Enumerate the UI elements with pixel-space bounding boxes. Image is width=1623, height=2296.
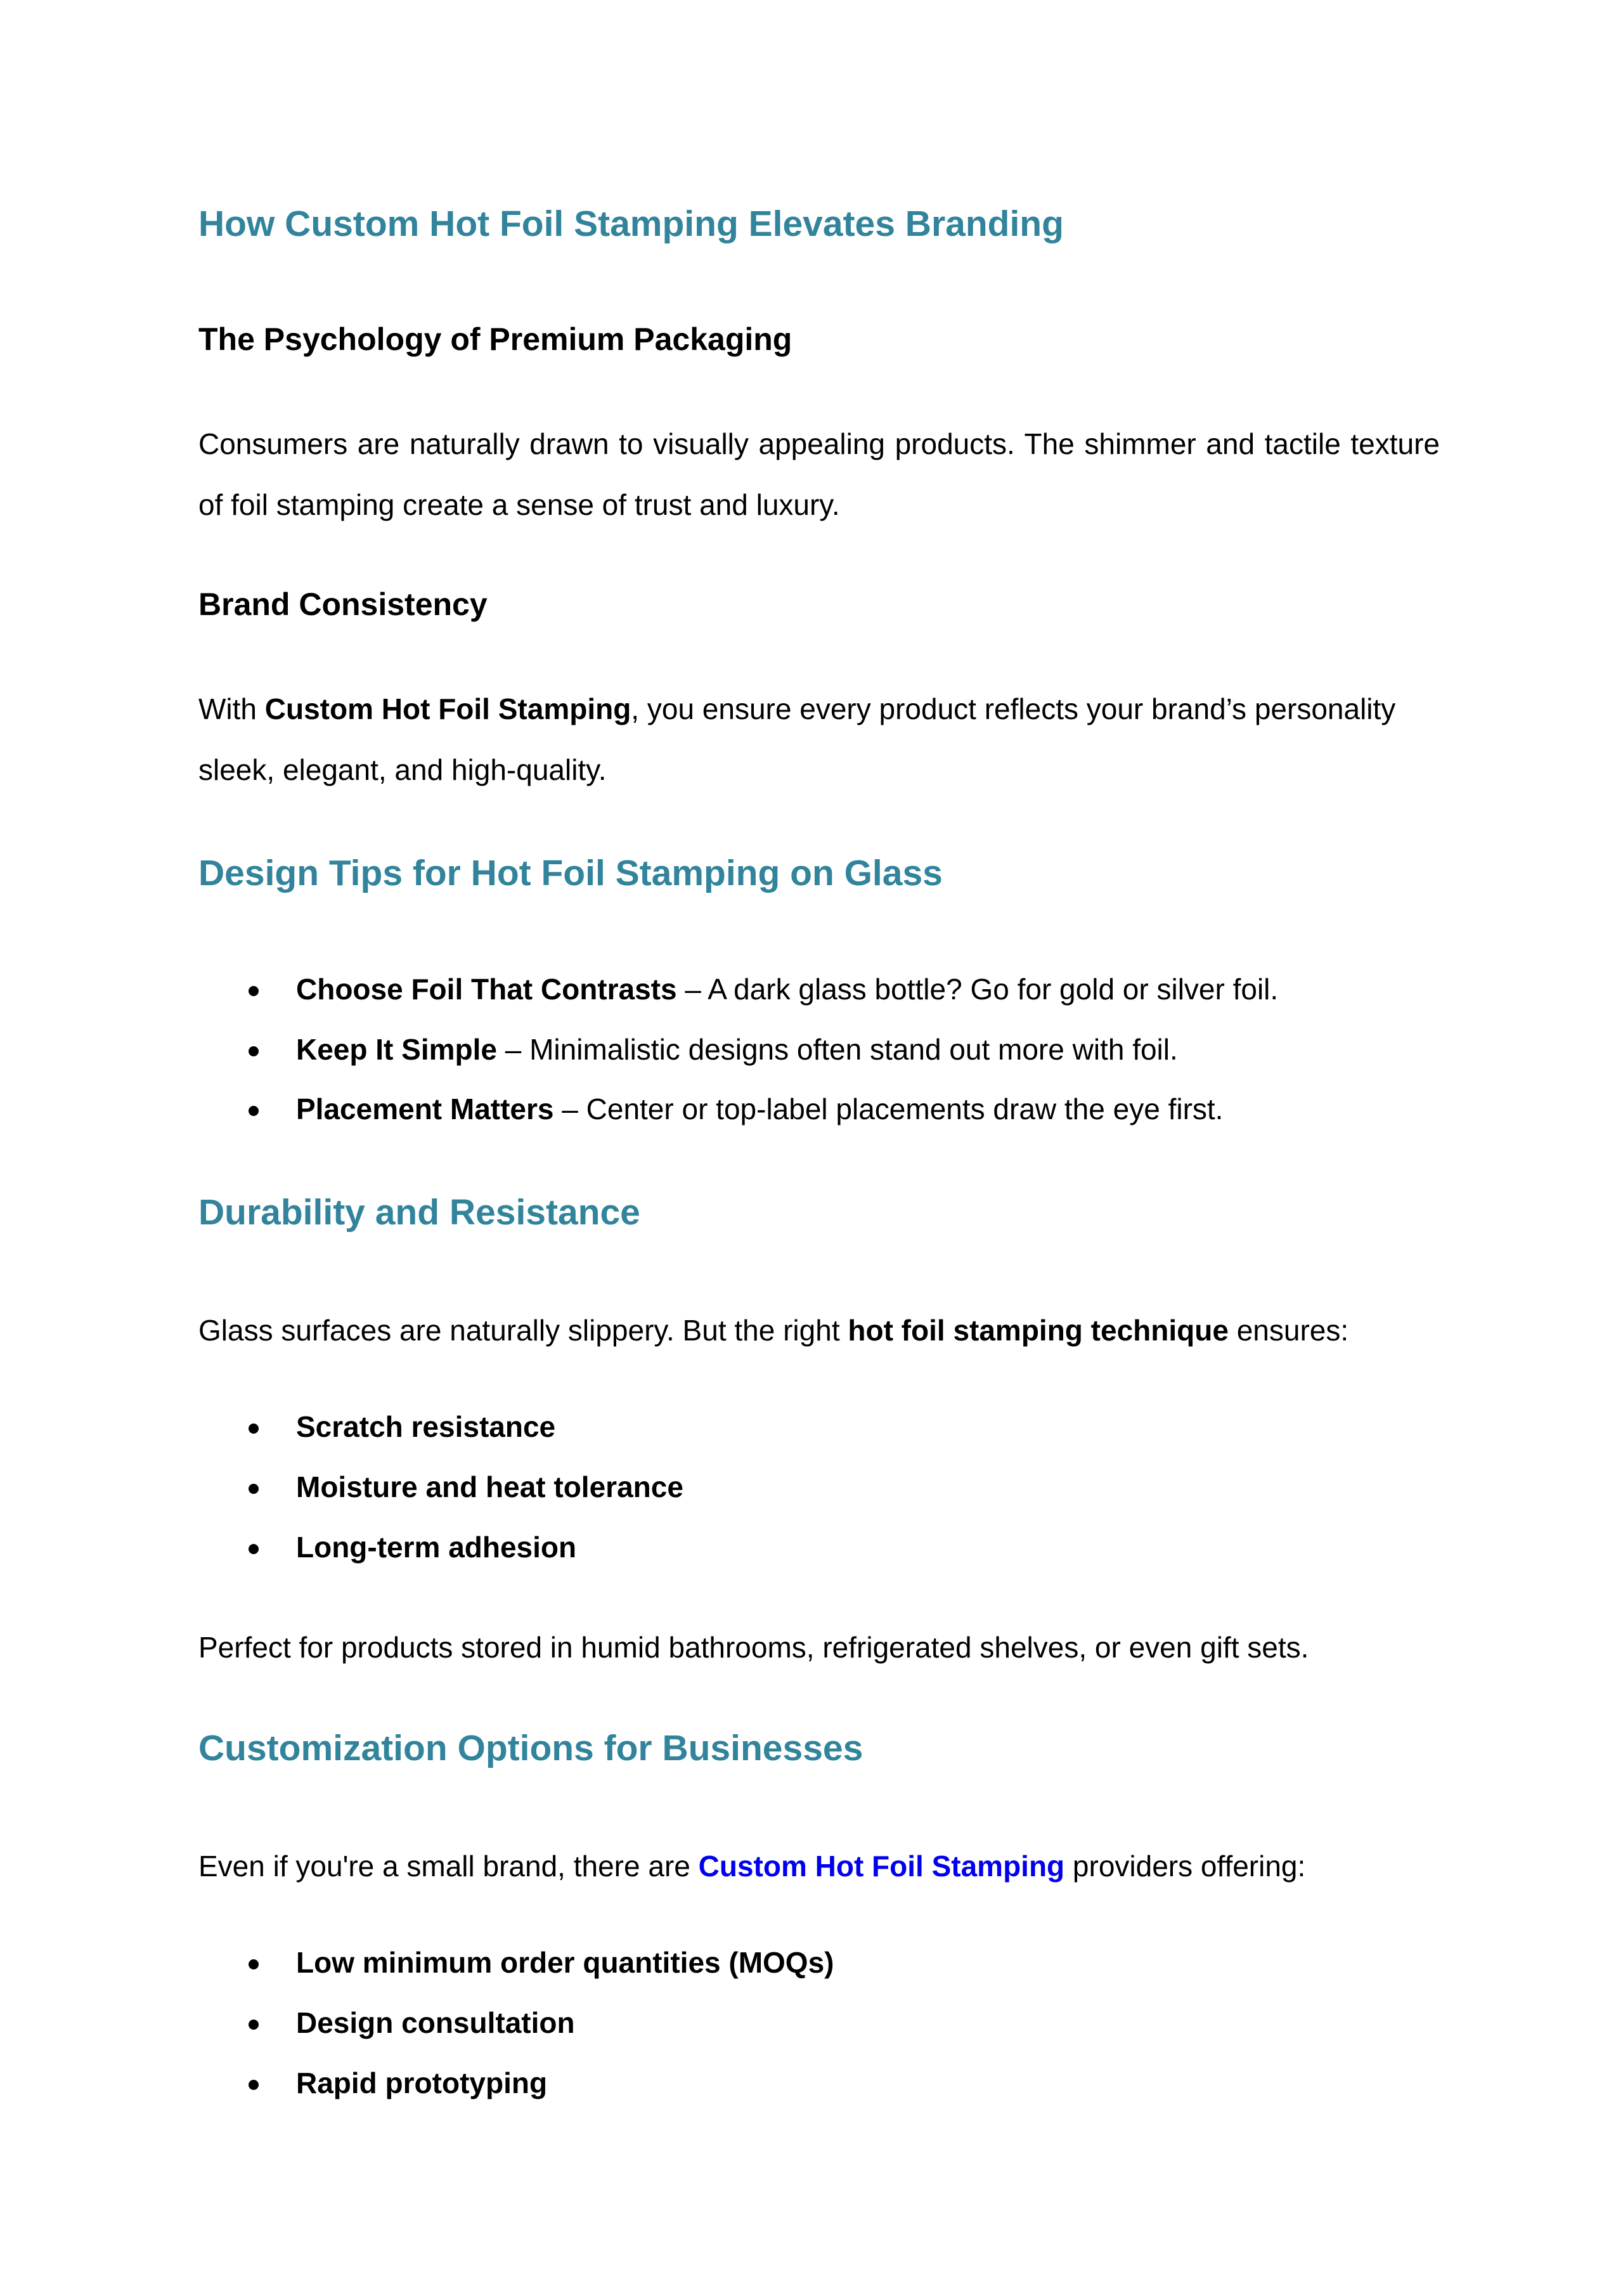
custom-hot-foil-stamping-link[interactable]: Custom Hot Foil Stamping xyxy=(698,1850,1065,1883)
list-item-text: – Center or top-label placements draw the eye first. xyxy=(553,1093,1224,1125)
list-item xyxy=(296,1533,576,1562)
list-item xyxy=(296,1472,683,1501)
bullet-icon xyxy=(249,1544,259,1554)
list-item xyxy=(296,2068,547,2098)
list-item-text: – A dark glass bottle? Go for gold or silver foil. xyxy=(676,973,1279,1006)
list-item-bold: Long-term adhesion xyxy=(296,1531,577,1564)
paragraph-brand-consistency xyxy=(198,678,1395,800)
section-heading-design-tips: Design Tips for Hot Foil Stamping on Glass xyxy=(198,853,943,893)
list-item xyxy=(296,1948,834,1977)
bullet-icon xyxy=(249,2020,259,2030)
list-item-bold: Low minimum order quantities (MOQs) xyxy=(296,1946,834,1979)
list-item-bold: Placement Matters xyxy=(296,1093,554,1125)
list-item xyxy=(296,1094,1223,1124)
subheading-psychology: The Psychology of Premium Packaging xyxy=(198,321,792,357)
list-item-bold: Choose Foil That Contrasts xyxy=(296,973,677,1006)
brand-consistency-bold-phrase: Custom Hot Foil Stamping xyxy=(264,692,631,725)
bullet-icon xyxy=(249,986,259,996)
section-heading-branding: How Custom Hot Foil Stamping Elevates Branding xyxy=(198,204,1064,244)
paragraph-durability-intro xyxy=(198,1300,1348,1361)
list-item-bold: Moisture and heat tolerance xyxy=(296,1470,683,1503)
list-item-bold: Scratch resistance xyxy=(296,1410,556,1443)
customization-intro-before: Even if you're a small brand, there are xyxy=(198,1850,699,1883)
section-heading-customization: Customization Options for Businesses xyxy=(198,1728,863,1768)
list-item xyxy=(296,2008,575,2037)
subheading-brand-consistency: Brand Consistency xyxy=(198,587,488,622)
list-item xyxy=(296,1035,1178,1064)
list-item-text: – Minimalistic designs often stand out more with foil. xyxy=(496,1033,1178,1066)
list-item-bold: Design consultation xyxy=(296,2006,575,2039)
durability-intro-after: ensures: xyxy=(1228,1314,1349,1347)
section-heading-durability: Durability and Resistance xyxy=(198,1192,640,1233)
bullet-icon xyxy=(249,1959,259,1969)
durability-intro-before: Glass surfaces are naturally slippery. But the right xyxy=(198,1314,848,1347)
bullet-icon xyxy=(249,1106,259,1116)
bullet-icon xyxy=(249,1484,259,1494)
brand-consistency-text-line2: sleek, elegant, and high-quality. xyxy=(198,753,607,786)
paragraph-durability-outro: Perfect for products stored in humid bathrooms, refrigerated shelves, or even gift sets. xyxy=(198,1631,1309,1664)
bullet-icon xyxy=(249,1424,259,1434)
durability-intro-bold: hot foil stamping technique xyxy=(848,1314,1229,1347)
paragraph-customization-intro xyxy=(198,1836,1305,1897)
bullet-icon xyxy=(249,1046,259,1056)
bullet-icon xyxy=(249,2080,259,2090)
customization-intro-after: providers offering: xyxy=(1064,1850,1306,1883)
paragraph-psychology: Consumers are naturally drawn to visually appealing products. The shimmer and tactile texture of foil stamping create a sense of trust and luxury. xyxy=(198,427,1440,521)
list-item xyxy=(296,975,1278,1004)
brand-consistency-text-before: With xyxy=(198,692,265,725)
list-item-bold: Keep It Simple xyxy=(296,1033,497,1066)
list-item-bold: Rapid prototyping xyxy=(296,2066,548,2099)
brand-consistency-text-after: , you ensure every product reflects your brand’s personality xyxy=(631,692,1396,725)
list-item xyxy=(296,1412,555,1441)
